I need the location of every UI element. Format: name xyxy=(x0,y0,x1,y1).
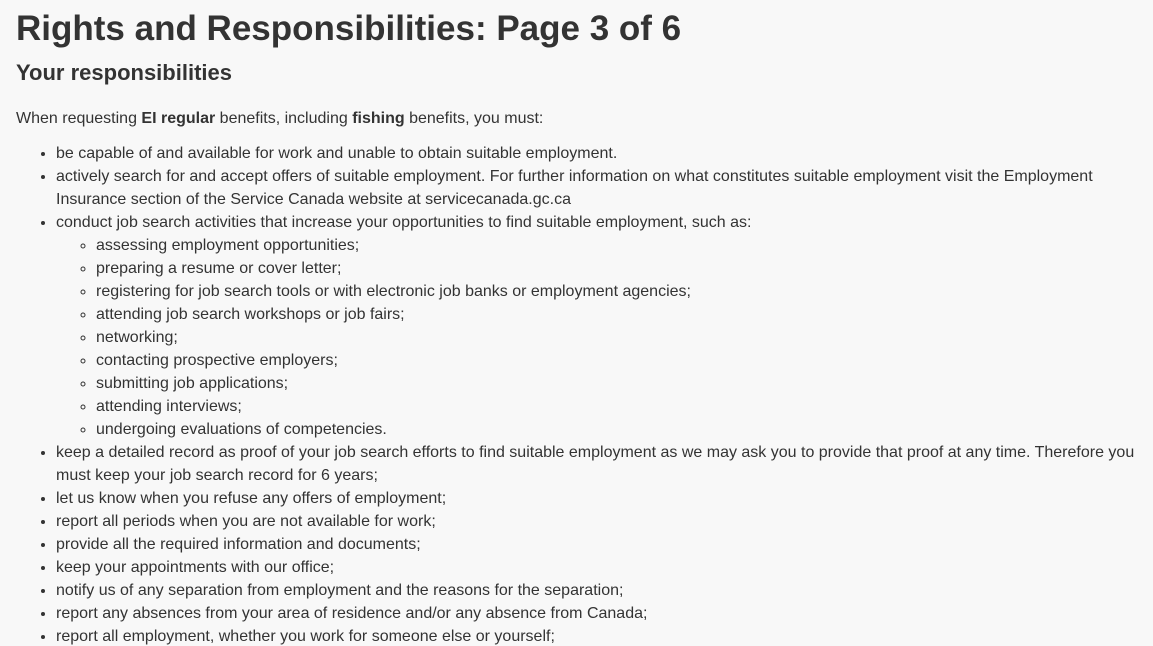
job-search-activity-item: ◦ attending interviews; xyxy=(96,395,1137,418)
responsibility-item: • be capable of and available for work and unable to obtain suitable employment. xyxy=(56,142,1137,165)
responsibility-item: • report all employment, whether you work for someone else or yourself; xyxy=(56,625,1137,646)
responsibility-item: • notify us of any separation from employment and the reasons for the separation; xyxy=(56,579,1137,602)
intro-text xyxy=(16,87,1137,130)
responsibility-item: • actively search for and accept offers of suitable employment. For further information on what constitutes suitable employment visit the Employment Insurance section of the Service Canada website at servicecanada.gc.ca xyxy=(56,165,1137,211)
intro-middle: benefits, including xyxy=(215,110,353,127)
job-search-activity-item: ◦ contacting prospective employers; xyxy=(96,349,1137,372)
page-title: Rights and Responsibilities: Page 3 of 6 xyxy=(16,9,682,48)
job-search-activity-item: ◦ submitting job applications; xyxy=(96,372,1137,395)
intro-before: When requesting xyxy=(16,110,142,127)
responsibility-item: • provide all the required information and documents; xyxy=(56,533,1137,556)
responsibilities-list xyxy=(16,142,1137,646)
job-search-activities-list xyxy=(56,234,1137,441)
job-search-activity-item: ◦ registering for job search tools or with electronic job banks or employment agencies; xyxy=(96,280,1137,303)
job-search-activity-item: ◦ attending job search workshops or job fairs; xyxy=(96,303,1137,326)
responsibility-item: • report any absences from your area of residence and/or any absence from Canada; xyxy=(56,602,1137,625)
section-heading: Your responsibilities xyxy=(16,60,232,85)
responsibility-item-label: conduct job search activities that increase your opportunities to find suitable employment, such as: xyxy=(56,214,752,231)
intro-bold-fishing: fishing xyxy=(352,110,405,127)
responsibility-item: • report all periods when you are not available for work; xyxy=(56,510,1137,533)
intro-bold-ei-regular: EI regular xyxy=(141,110,216,127)
intro-after: benefits, you must: xyxy=(404,110,544,127)
job-search-activity-item: ◦ networking; xyxy=(96,326,1137,349)
responsibility-item: • keep a detailed record as proof of your job search efforts to find suitable employment as we may ask you to provide that proof at any time. Therefore you must keep your job search record for 6 years; xyxy=(56,441,1137,487)
responsibility-item: • keep your appointments with our office; xyxy=(56,556,1137,579)
responsibility-item-job-search xyxy=(56,211,1137,441)
job-search-activity-item: ◦ undergoing evaluations of competencies. xyxy=(96,418,1137,441)
responsibility-item: • let us know when you refuse any offers of employment; xyxy=(56,487,1137,510)
job-search-activity-item: ◦ preparing a resume or cover letter; xyxy=(96,257,1137,280)
job-search-activity-item: ◦ assessing employment opportunities; xyxy=(96,234,1137,257)
